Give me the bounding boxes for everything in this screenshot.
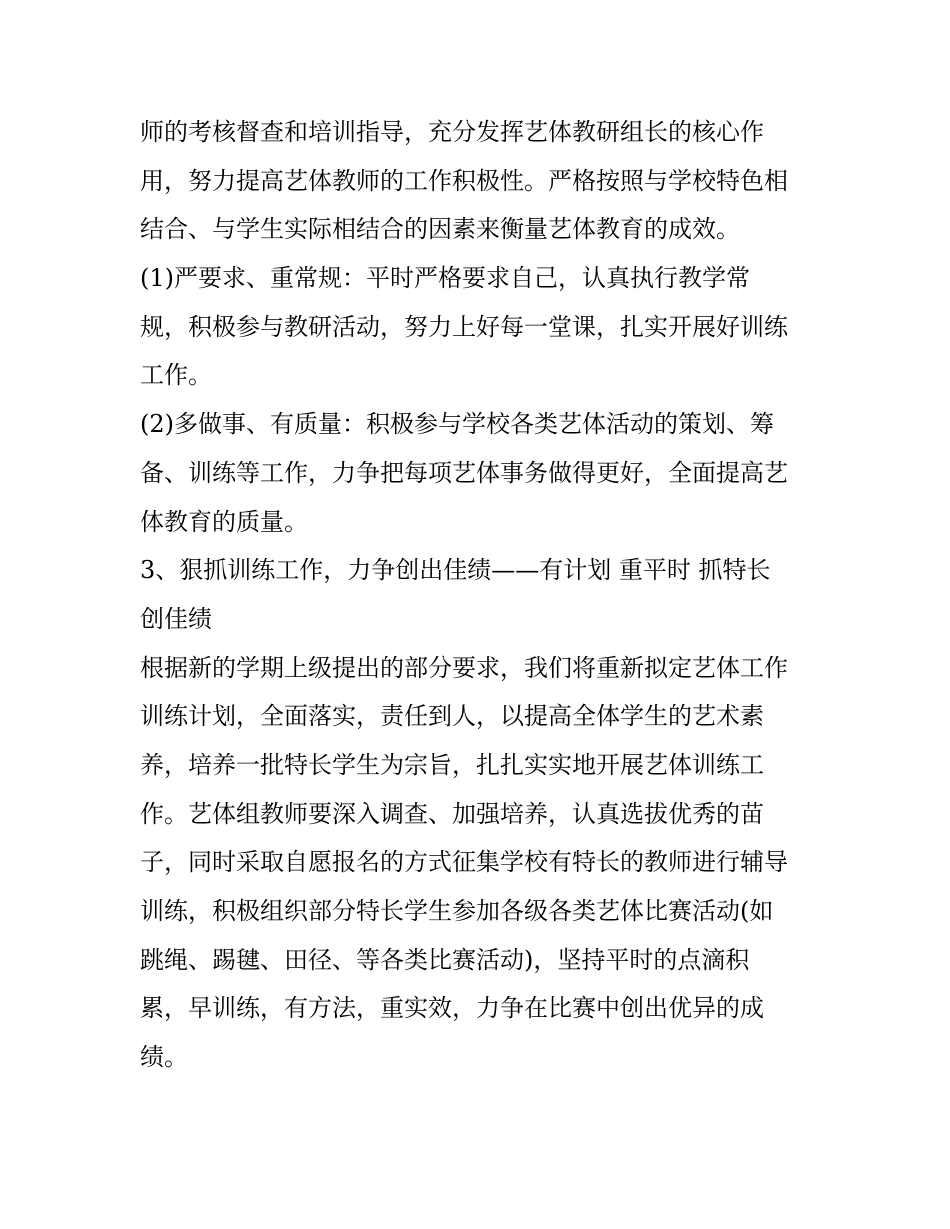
text-line: 子，同时采取自愿报名的方式征集学校有特长的教师进行辅导 xyxy=(140,848,788,877)
text-line: 体教育的质量。 xyxy=(140,507,308,536)
text-line: 作。艺体组教师要深入调查、加强培养，认真选拔优秀的苗 xyxy=(140,799,764,828)
text-line: 训练计划，全面落实，责任到人，以提高全体学生的艺术素 xyxy=(140,702,764,731)
text-line: 累，早训练，有方法，重实效，力争在比赛中创出优异的成 xyxy=(140,994,764,1023)
text-line: 养，培养一批特长学生为宗旨，扎扎实实地开展艺体训练工 xyxy=(140,750,764,779)
text-line: 师的考核督查和培训指导，充分发挥艺体教研组长的核心作 xyxy=(140,118,764,146)
text-line: 结合、与学生实际相结合的因素来衡量艺体教育的成效。 xyxy=(140,215,740,244)
text-line: (2)多做事、有质量：积极参与学校各类艺体活动的策划、筹 xyxy=(140,410,774,439)
text-line: 用，努力提高艺体教师的工作积极性。严格按照与学校特色相 xyxy=(140,166,788,195)
text-line: 规，积极参与教研活动，努力上好每一堂课，扎实开展好训练 xyxy=(140,312,788,341)
text-line: 备、训练等工作，力争把每项艺体事务做得更好，全面提高艺 xyxy=(140,458,788,487)
section-heading-line: 创佳绩 xyxy=(140,604,212,633)
section-heading-line: 3、狠抓训练工作，力争创出佳绩——有计划 重平时 抓特长 xyxy=(140,556,771,585)
text-line: 跳绳、踢毽、田径、等各类比赛活动)，坚持平时的点滴积 xyxy=(140,945,750,974)
text-line: 绩。 xyxy=(140,1043,188,1072)
text-line: 训练，积极组织部分特长学生参加各级各类艺体比赛活动(如 xyxy=(140,897,774,925)
text-line: 工作。 xyxy=(140,361,212,390)
document-body xyxy=(140,108,820,1082)
text-line: (1)严要求、重常规：平时严格要求自己，认真执行教学常 xyxy=(140,264,750,293)
text-line: 根据新的学期上级提出的部分要求，我们将重新拟定艺体工作 xyxy=(140,653,788,682)
